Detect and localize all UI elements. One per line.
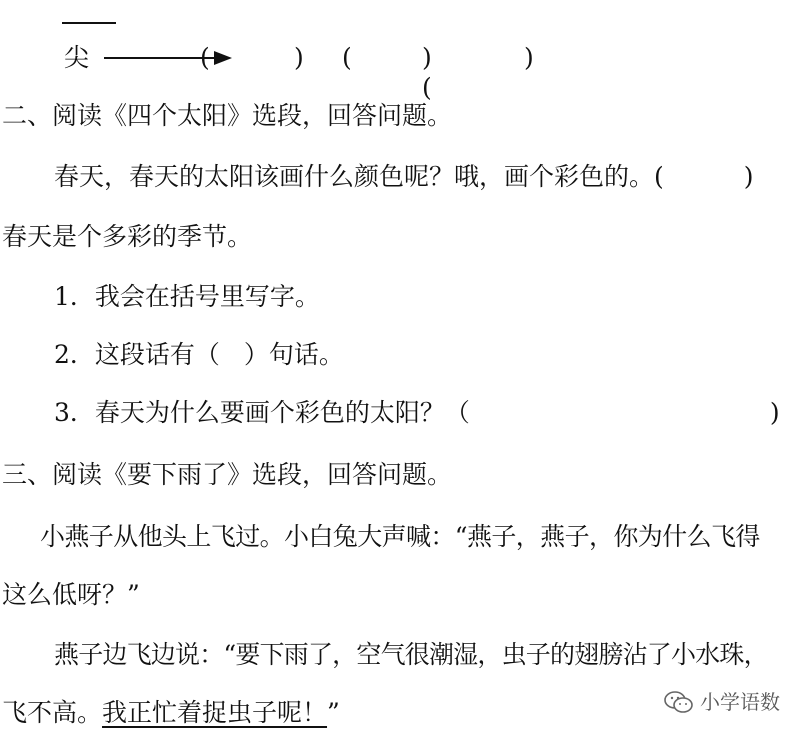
question-1: 1．我会在括号里写字。 bbox=[54, 282, 320, 311]
passage-line1-close: ) bbox=[743, 162, 754, 191]
p2-line2-underlined: 我正忙着捉虫子呢！ bbox=[102, 698, 328, 727]
section3-p1-line2: 这么低呀？” bbox=[2, 580, 140, 609]
question-3-before: 3．春天为什么要画个彩色的太阳？（ bbox=[54, 398, 470, 427]
top-rule bbox=[62, 22, 116, 24]
section2-passage-line2: 春天是个多彩的季节。 bbox=[2, 222, 253, 251]
target-character: 尖 bbox=[64, 43, 90, 72]
section2-passage-line1 bbox=[54, 162, 754, 192]
blank-3-close: ) bbox=[524, 43, 534, 72]
wechat-icon bbox=[664, 690, 694, 714]
section2-heading: 二、阅读《四个太阳》选段，回答问题。 bbox=[2, 101, 453, 130]
blank-1-open: ( bbox=[200, 43, 210, 72]
question-2-after: ）句话。 bbox=[243, 340, 344, 369]
question-2 bbox=[54, 340, 344, 370]
p2-line2-plain: 飞不高。 bbox=[2, 698, 103, 727]
question-3 bbox=[54, 398, 780, 428]
question-3-close: ) bbox=[769, 398, 780, 427]
blank-2-close-3-open: )( bbox=[422, 43, 432, 102]
question-2-before: 2．这段话有（ bbox=[54, 340, 220, 369]
section3-p1-line1: 小燕子从他头上飞过。小白兔大声喊：“燕子，燕子，你为什么飞得 bbox=[40, 522, 760, 551]
watermark-text: 小学语数 bbox=[700, 690, 780, 714]
section3-heading: 三、阅读《要下雨了》选段，回答问题。 bbox=[2, 460, 453, 489]
blank-1-close: ) bbox=[294, 43, 304, 72]
p2-line2-end: ” bbox=[327, 698, 340, 727]
blank-2-open: ( bbox=[342, 43, 352, 72]
passage-line1-text: 春天，春天的太阳该画什么颜色呢？哦，画个彩色的。( bbox=[54, 162, 664, 191]
section3-p2-line1: 燕子边飞边说：“要下雨了，空气很潮湿，虫子的翅膀沾了小水珠， bbox=[54, 640, 768, 669]
section3-p2-line2 bbox=[2, 698, 340, 728]
